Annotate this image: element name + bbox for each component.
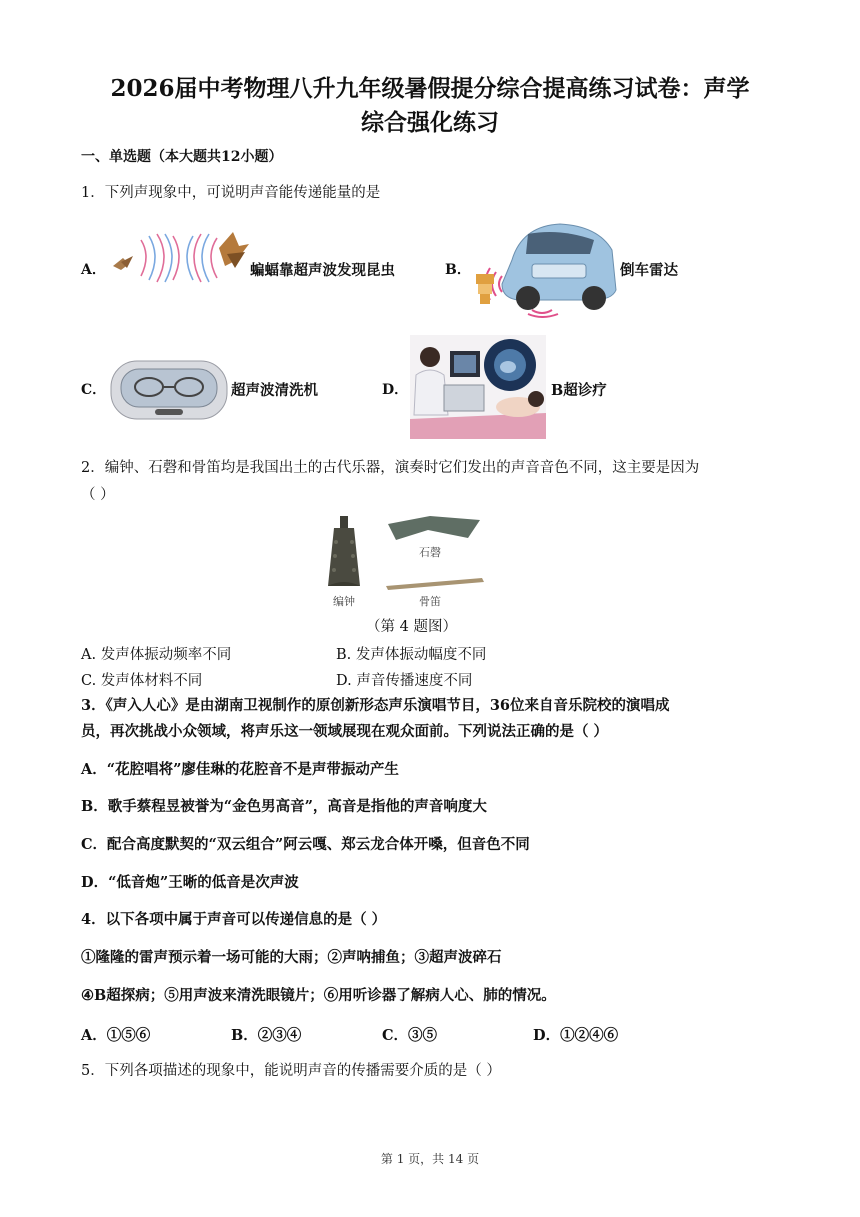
- q3-option-b: B．歌手蔡程昱被誉为“金色男高音”，高音是指他的声音响度大: [81, 798, 487, 815]
- b-ultrasound-exam-image: [410, 335, 546, 439]
- q1-option-d-text: B超诊疗: [551, 382, 607, 399]
- q4-option-c: C．③⑤: [382, 1027, 438, 1044]
- q1-option-b-letter: B．: [445, 262, 471, 278]
- label-bell: 编钟: [333, 595, 355, 608]
- q1-option-a-text: 蝙蝠靠超声波发现昆虫: [250, 262, 395, 279]
- section-heading: 一、单选题（本大题共12小题）: [81, 149, 283, 165]
- q1-option-a-letter: A．: [81, 262, 106, 278]
- q4-option-b: B．②③④: [231, 1027, 302, 1044]
- q4-option-a: A．①⑤⑥: [81, 1027, 151, 1044]
- page-footer: 第 1 页，共 14 页: [380, 1152, 480, 1166]
- ultrasonic-cleaner-image: [107, 347, 231, 427]
- figure-caption: （第 4 题图）: [366, 619, 457, 635]
- reversing-radar-car-image: [472, 220, 618, 318]
- q2-option-a: A. 发声体振动频率不同: [81, 647, 232, 663]
- q2-option-c: C. 发声体材料不同: [81, 673, 203, 689]
- q3-stem-line-2: 员，再次挑战小众领域，将声乐这一领域展现在观众面前。下列说法正确的是（ ）: [81, 723, 609, 740]
- q4-items-line-1: ①隆隆的雷声预示着一场可能的大雨；②声呐捕鱼；③超声波碎石: [81, 949, 502, 966]
- q2-option-b: B. 发声体振动幅度不同: [336, 647, 487, 663]
- q2-stem-line-2: （ ）: [81, 487, 115, 503]
- q3-option-d: D．“低音炮”王晰的低音是次声波: [81, 874, 299, 891]
- document-title: [60, 72, 800, 140]
- q1-option-b-text: 倒车雷达: [620, 262, 678, 279]
- q1-option-c-letter: C．: [81, 382, 107, 398]
- title-line-2: 综合强化练习: [361, 109, 499, 136]
- q2-stem-line-1: 2．编钟、石磬和骨笛均是我国出土的古代乐器，演奏时它们发出的声音音色不同，这主要是因为: [81, 460, 700, 476]
- q2-option-d: D. 声音传播速度不同: [336, 673, 473, 689]
- label-stone: 石磬: [419, 546, 441, 559]
- label-flute: 骨笛: [419, 595, 441, 608]
- q1-option-c-text: 超声波清洗机: [231, 382, 318, 399]
- q3-option-a: A．“花腔唱将”廖佳琳的花腔音不是声带振动产生: [81, 761, 399, 778]
- q1-stem: 1．下列声现象中，可说明声音能传递能量的是: [81, 185, 381, 201]
- q5-stem: 5．下列各项描述的现象中，能说明声音的传播需要介质的是（ ）: [81, 1063, 501, 1079]
- ancient-instruments-figure: [318, 512, 488, 612]
- bat-ultrasound-image: [107, 226, 250, 284]
- q4-option-d: D．①②④⑥: [533, 1027, 619, 1044]
- title-line-1: 2026届中考物理八升九年级暑假提分综合提高练习试卷：声学: [110, 75, 750, 102]
- q3-option-c: C．配合高度默契的“双云组合”阿云嘎、郑云龙合体开嗓，但音色不同: [81, 836, 530, 853]
- q4-stem: 4．以下各项中属于声音可以传递信息的是（ ）: [81, 911, 387, 928]
- q1-option-d-letter: D．: [382, 382, 409, 398]
- q3-stem-line-1: 3．《声入人心》是由湖南卫视制作的原创新形态声乐演唱节目，36位来自音乐院校的演唱成: [81, 697, 670, 714]
- q4-items-line-2: ④B超探病；⑤用声波来清洗眼镜片；⑥用听诊器了解病人心、肺的情况。: [81, 987, 556, 1004]
